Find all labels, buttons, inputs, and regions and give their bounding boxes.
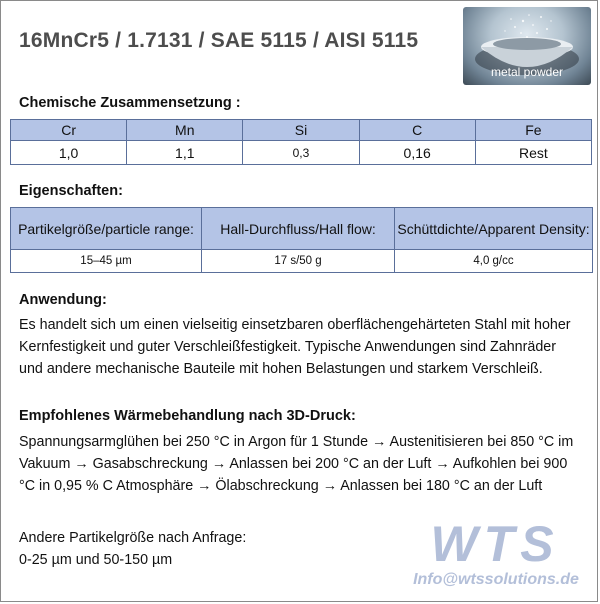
column-header-c: C — [359, 120, 475, 141]
chemical-composition-heading: Chemische Zusammensetzung : — [19, 95, 241, 111]
table-row — [11, 250, 593, 273]
table-header-row — [11, 208, 593, 250]
application-text: Es handelt sich um einen vielseitig einsetzbaren oberflächengehärteten Stahl mit hoher Kernfestigkeit und guter Verschleißfestigkeit. Typische Anwendungen sind Zahnräder und andere mechanische Bauteile mit hohen Belastungen und starkem Verschleiß. — [19, 317, 571, 377]
metal-powder-image — [463, 7, 591, 85]
column-header-mn: Mn — [127, 120, 243, 141]
properties-table — [10, 207, 593, 273]
table-header-row — [11, 120, 592, 141]
value-fe: Rest — [475, 141, 591, 165]
photo-caption: metal powder — [490, 65, 564, 79]
column-header-cr: Cr — [11, 120, 127, 141]
value-particle-range: 15–45 µm — [11, 250, 202, 273]
value-hall-flow: 17 s/50 g — [202, 250, 395, 273]
column-header-apparent-density: Schüttdichte/Apparent Density: — [395, 208, 593, 250]
value-si: 0,3 — [243, 141, 359, 165]
heat-treatment-text: Spannungsarmglühen bei 250 °C in Argon für 1 Stunde → Austenitisieren bei 850 °C im Vakuum → Gasabschreckung → Anlassen bei 200 °C an der Luft → Aufkohlen bei 900 °C in 0,95 % C Atmosphäre → Ölabschreckung → Anlassen bei 180 °C an der Luft — [19, 434, 574, 494]
value-c: 0,16 — [359, 141, 475, 165]
other-sizes-line2: 0-25 µm und 50-150 µm — [19, 552, 173, 568]
column-header-particle-range: Partikelgröße/particle range: — [11, 208, 202, 250]
company-logo — [405, 519, 585, 567]
value-mn: 1,1 — [127, 141, 243, 165]
column-header-si: Si — [243, 120, 359, 141]
properties-heading: Eigenschaften: — [19, 183, 123, 199]
logo-text: WTS — [430, 519, 560, 567]
heat-treatment-heading: Empfohlenes Wärmebehandlung nach 3D-Druck: — [19, 408, 356, 424]
contact-email[interactable]: Info@wtssolutions.de — [413, 571, 579, 588]
other-sizes-line1: Andere Partikelgröße nach Anfrage: — [19, 530, 247, 546]
table-row — [11, 141, 592, 165]
column-header-hall-flow: Hall-Durchfluss/Hall flow: — [202, 208, 395, 250]
column-header-fe: Fe — [475, 120, 591, 141]
value-apparent-density: 4,0 g/cc — [395, 250, 593, 273]
application-heading: Anwendung: — [19, 292, 107, 308]
document-title: 16MnCr5 / 1.7131 / SAE 5115 / AISI 5115 — [19, 29, 419, 52]
chemical-composition-table — [10, 119, 592, 165]
value-cr: 1,0 — [11, 141, 127, 165]
